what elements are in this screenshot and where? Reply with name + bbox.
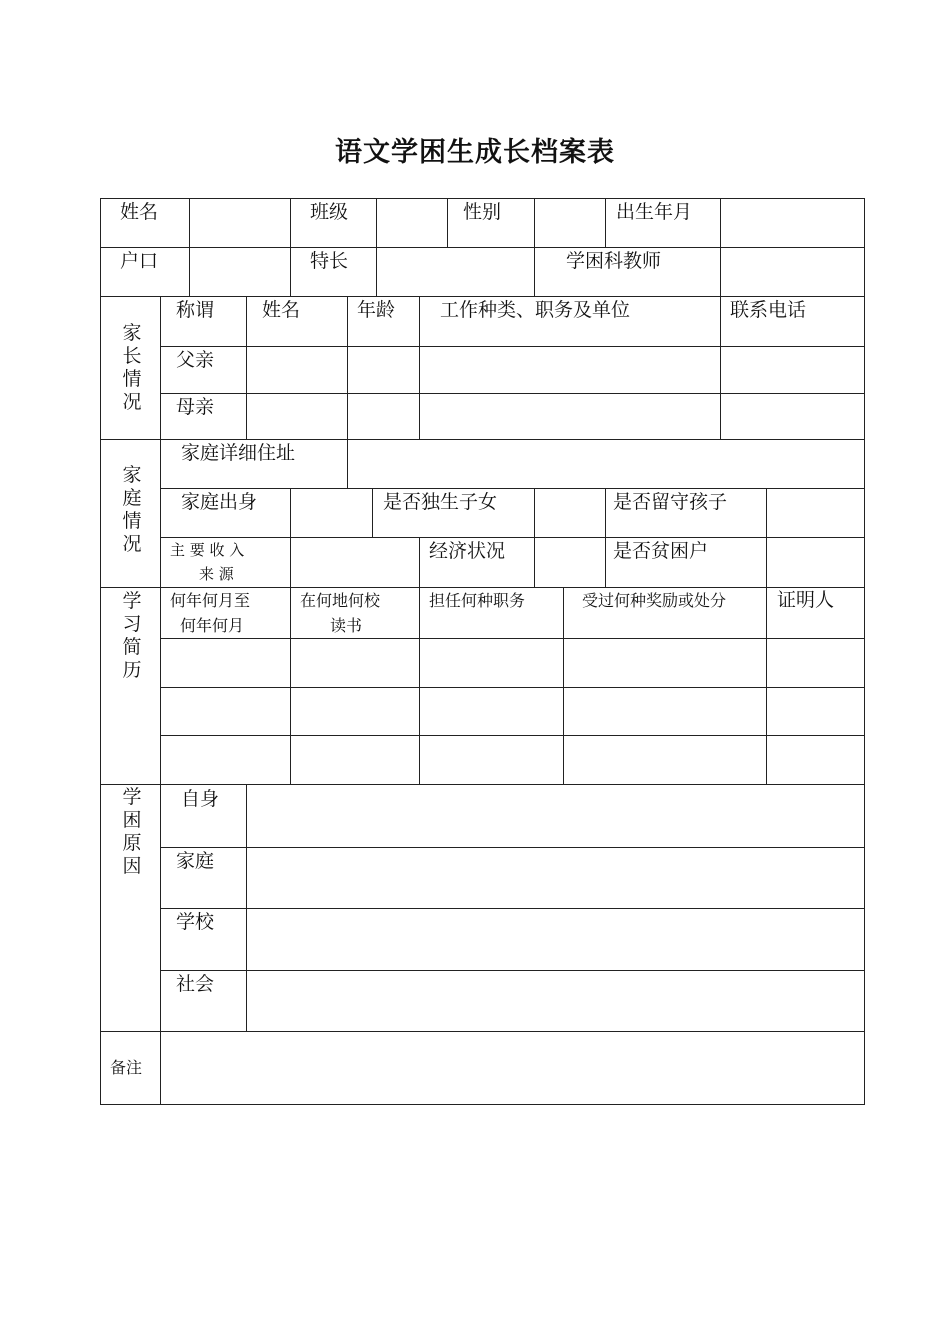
field-poor[interactable] (767, 538, 864, 587)
rule-family-2 (160, 537, 865, 538)
label-father: 父亲 (176, 349, 215, 371)
field-mother-name[interactable] (247, 394, 347, 439)
header-duty: 担任何种职务 (429, 591, 526, 610)
field-cause-family[interactable] (247, 848, 864, 908)
col-r1-f (605, 198, 606, 247)
field-address[interactable] (348, 440, 864, 488)
header-award: 受过何种奖励或处分 (582, 591, 727, 610)
label-hukou: 户口 (120, 250, 159, 272)
label-only-child: 是否独生子女 (383, 491, 498, 513)
header-phone: 联系电话 (730, 299, 807, 321)
field-remarks[interactable] (161, 1032, 864, 1104)
label-teacher: 学困科教师 (566, 250, 662, 272)
header-relation: 称谓 (176, 299, 215, 321)
section-parents: 家长情况 (122, 322, 142, 413)
archive-form (100, 198, 865, 1105)
field-father-phone[interactable] (721, 347, 864, 393)
label-mother: 母亲 (176, 396, 215, 418)
field-teacher[interactable] (721, 248, 864, 296)
header-witness: 证明人 (777, 589, 835, 611)
label-cause-family: 家庭 (176, 850, 215, 872)
field-class[interactable] (377, 199, 447, 247)
label-class: 班级 (310, 201, 349, 223)
field-gender[interactable] (535, 199, 605, 247)
label-left-behind: 是否留守孩子 (613, 491, 728, 513)
label-name: 姓名 (120, 201, 159, 223)
border-right (864, 198, 865, 1105)
field-mother-phone[interactable] (721, 394, 864, 439)
field-hukou[interactable] (190, 248, 290, 296)
label-income-line1: 主 要 收 入 (170, 541, 245, 559)
field-income[interactable] (291, 538, 419, 587)
field-cause-society[interactable] (247, 971, 864, 1031)
header-job: 工作种类、职务及单位 (440, 299, 631, 321)
field-name[interactable] (190, 199, 290, 247)
section-causes: 学困原因 (122, 786, 142, 877)
header-age: 年龄 (357, 299, 396, 321)
header-period-line1: 何年何月至 (170, 591, 251, 610)
field-economy[interactable] (535, 538, 605, 587)
field-cause-school[interactable] (247, 909, 864, 970)
page-title: 语文学困生成长档案表 (335, 137, 615, 168)
field-study-row-1[interactable] (161, 639, 864, 687)
label-specialty: 特长 (310, 250, 349, 272)
label-economy: 经济状况 (429, 540, 506, 562)
label-income-line2: 来 源 (199, 565, 234, 583)
label-cause-self: 自身 (181, 788, 220, 810)
field-left-behind[interactable] (767, 489, 864, 537)
label-cause-school: 学校 (176, 911, 215, 933)
field-father-age[interactable] (348, 347, 419, 393)
label-origin: 家庭出身 (181, 491, 258, 513)
header-school-line1: 在何地何校 (300, 591, 381, 610)
label-poor: 是否贫困户 (613, 540, 709, 562)
col-r1-d (447, 198, 448, 247)
field-father-name[interactable] (247, 347, 347, 393)
col-family-b (372, 488, 373, 537)
field-study-row-3[interactable] (161, 736, 864, 784)
col-r1-b (290, 198, 291, 296)
rule-family-end (100, 587, 865, 588)
field-father-job[interactable] (420, 347, 720, 393)
rule-row2 (100, 296, 865, 297)
section-family: 家庭情况 (122, 464, 142, 555)
col-family-c (419, 537, 420, 587)
header-parent-name: 姓名 (262, 299, 301, 321)
field-cause-self[interactable] (247, 785, 864, 847)
border-bottom (100, 1104, 865, 1105)
label-remarks: 备注 (110, 1058, 143, 1077)
field-specialty[interactable] (377, 248, 534, 296)
label-gender: 性别 (463, 201, 502, 223)
border-left (100, 198, 101, 1105)
label-address: 家庭详细住址 (181, 442, 296, 464)
section-study: 学习简历 (122, 590, 142, 681)
field-only-child[interactable] (535, 489, 605, 537)
header-school-line2: 读书 (330, 616, 363, 635)
rule-family-1 (160, 488, 865, 489)
col-family-e (605, 488, 606, 587)
field-study-row-2[interactable] (161, 688, 864, 735)
header-period-line2: 何年何月 (180, 616, 245, 635)
label-birth: 出生年月 (616, 201, 693, 223)
field-origin[interactable] (291, 489, 372, 537)
field-mother-age[interactable] (348, 394, 419, 439)
field-birth[interactable] (721, 199, 864, 247)
label-cause-society: 社会 (176, 973, 215, 995)
field-mother-job[interactable] (420, 394, 720, 439)
